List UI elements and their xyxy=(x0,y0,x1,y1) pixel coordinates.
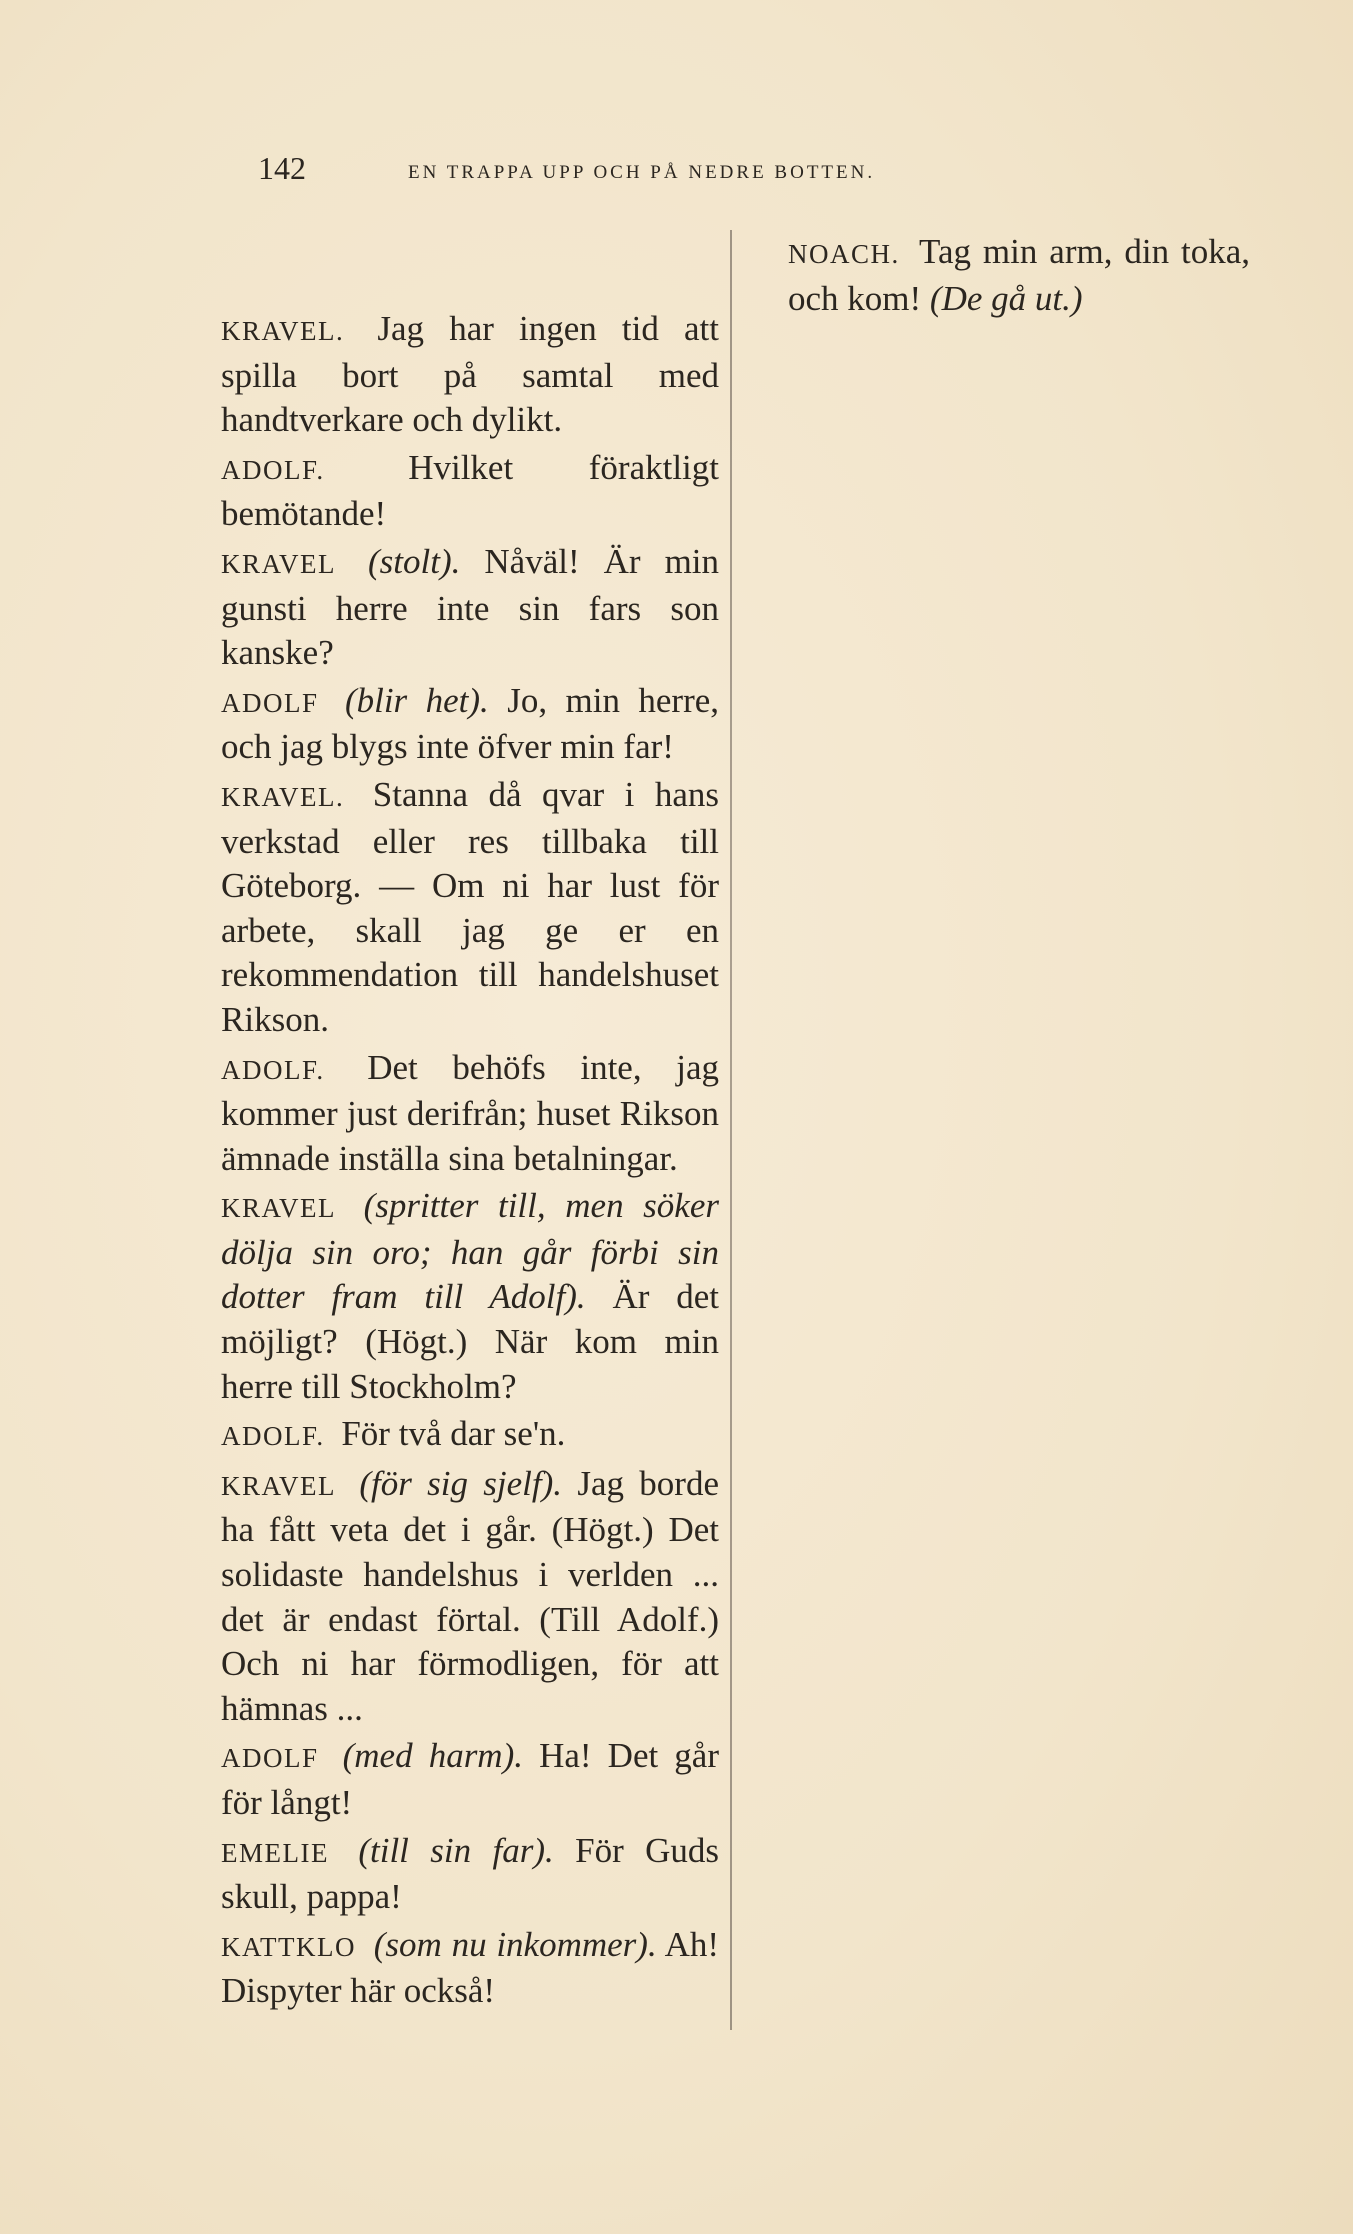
speech-text: Stanna då qvar i hans verkstad eller res tillbaka till Göteborg. — Om ni har lust för arbete, skall jag ge er en rekommendation till handelshuset Rikson. xyxy=(221,774,720,1039)
running-title: EN TRAPPA UPP OCH PÅ NEDRE BOTTEN. xyxy=(408,162,876,183)
speech-text: För Guds skull, pappa! xyxy=(221,1830,720,1917)
column-divider xyxy=(730,230,732,2030)
speaker-name: KRAVEL xyxy=(221,1470,337,1501)
speech-text: För två dar se'n. xyxy=(341,1414,566,1454)
speech-text: Ah! Dispyter här också! xyxy=(221,1924,719,2011)
stage-direction: (stolt). xyxy=(368,541,461,581)
speech-entry xyxy=(221,679,719,770)
speech-entry xyxy=(788,230,1250,321)
speech-text: Jag borde ha fått veta det i går. (Högt.) Det solidaste handelshus i verlden ... det är endast förtal. (Till Adolf.) Och ni har förmodligen, för att hämnas ... xyxy=(221,1463,719,1728)
speech-entry xyxy=(221,1462,719,1732)
speech-entry xyxy=(221,1046,719,1182)
speech-text: Hvilket föraktligt bemötande! xyxy=(221,447,719,534)
stage-direction: (till sin far). xyxy=(358,1830,554,1870)
speaker-name: ADOLF. xyxy=(221,1421,325,1452)
speaker-name: KRAVEL xyxy=(221,1193,337,1224)
speaker-name: NOACH. xyxy=(788,239,900,269)
page-number: 142 xyxy=(258,150,306,186)
speaker-name: ADOLF xyxy=(221,1743,319,1774)
speaker-name: ADOLF xyxy=(221,687,319,718)
speech-entry xyxy=(221,1829,719,1920)
speech-entry xyxy=(221,1734,719,1825)
speech-entry xyxy=(221,1184,719,1409)
speech-entry xyxy=(221,446,719,537)
stage-direction: (spritter till, men söker dölja sin oro; han går förbi sin dotter fram till Adolf). xyxy=(221,1186,719,1317)
speech-text: Nåväl! Är min gunsti herre inte sin fars son kanske? xyxy=(221,541,720,673)
speech-entry xyxy=(221,307,719,443)
speaker-name: ADOLF. xyxy=(221,1054,325,1085)
stage-direction: (med harm). xyxy=(342,1736,523,1776)
left-column xyxy=(221,307,719,2017)
speaker-name: KATTKLO xyxy=(221,1931,356,1962)
speech-text: Jo, min herre, och jag blygs inte öfver min far! xyxy=(221,680,720,767)
speech-text: Är det möjligt? (Högt.) När kom min herre till Stockholm? xyxy=(221,1277,719,1406)
speech-entry xyxy=(221,1412,719,1459)
speaker-name: KRAVEL xyxy=(221,548,337,579)
speech-text: Det behöfs inte, jag kommer just derifrån; huset Rikson ämnade inställa sina betalningar. xyxy=(221,1047,719,1178)
stage-direction: (blir het). xyxy=(344,680,489,720)
speech-text: Jag har ingen tid att spilla bort på samtal med handtverkare och dylikt. xyxy=(221,309,719,440)
right-column xyxy=(788,230,1250,324)
speech-text: Ha! Det går för långt! xyxy=(221,1736,719,1822)
speaker-name: EMELIE xyxy=(221,1837,329,1868)
speech-text: Tag min arm, din toka, och kom! xyxy=(788,232,1250,318)
speaker-name: KRAVEL. xyxy=(221,781,345,812)
speech-entry xyxy=(221,773,719,1043)
stage-direction: (som nu inkommer). xyxy=(373,1924,657,1964)
speaker-name: ADOLF. xyxy=(221,454,325,485)
speech-entry xyxy=(221,1923,719,2014)
stage-direction: (för sig sjelf). xyxy=(359,1463,563,1503)
speaker-name: KRAVEL. xyxy=(221,316,345,346)
stage-direction: (De gå ut.) xyxy=(929,278,1083,318)
speech-entry xyxy=(221,540,719,676)
